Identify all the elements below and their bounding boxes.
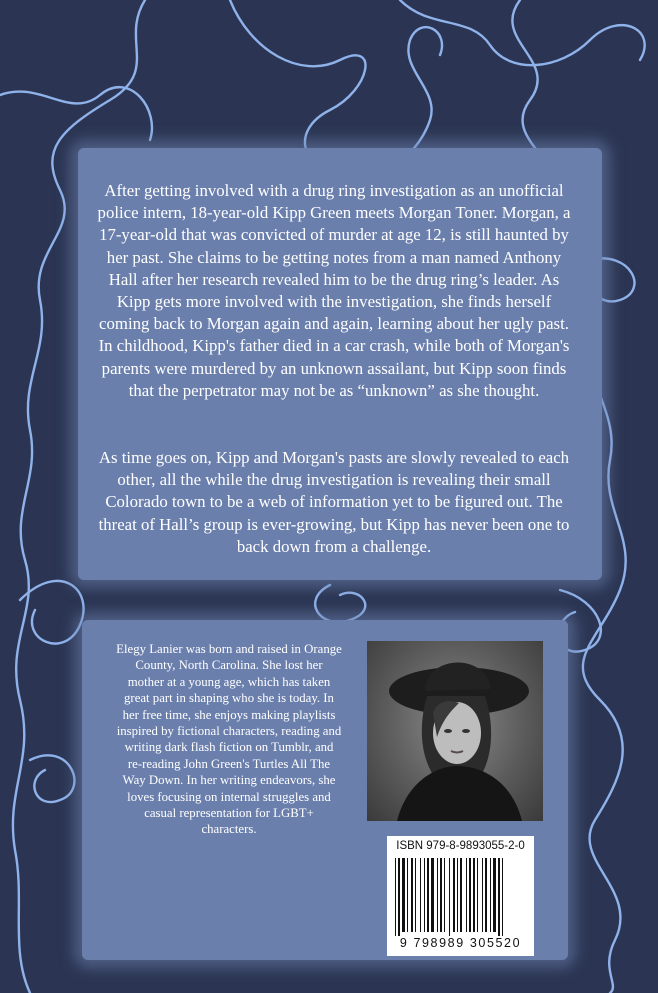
synopsis-paragraph-2: As time goes on, Kipp and Morgan's pasts are slowly revealed to each other, all the while the drug investigation is revealing their small Colorado town to be a web of information yet to be figured out. The threat of Hall’s group is ever-growing, but Kipp has never been one to back down from a challenge. — [98, 448, 570, 556]
barcode-bar — [411, 858, 413, 932]
scribble-top-left — [0, 87, 152, 140]
author-bio: Elegy Lanier was born and raised in Orange County, North Carolina. She lost her mother at a young age, which has taken great part in shaping who she is today. In her free time, she enjoys making playlists inspired by fictional characters, reading and writing dark flash fiction on Tumblr, and re-reading John Green's Turtles All The Way Down. In her writing endeavors, she loves focusing on internal struggles and casual representation for LGBT+ characters. — [116, 642, 342, 837]
barcode-bar — [437, 858, 438, 932]
barcode-bar — [449, 858, 450, 938]
barcode-digits: 9 798989 305520 — [387, 936, 534, 950]
author-photo — [367, 641, 543, 821]
barcode-bar — [466, 858, 467, 932]
barcode-bars — [393, 858, 529, 938]
barcode-bar — [398, 858, 400, 938]
barcode-bar — [477, 858, 478, 932]
barcode-bar — [431, 858, 434, 932]
barcode-bar — [502, 858, 503, 938]
barcode-bar — [415, 858, 416, 932]
barcode-bar — [473, 858, 475, 932]
barcode-bar — [424, 858, 425, 932]
barcode-bar — [482, 858, 483, 932]
isbn-label: ISBN 979-8-9893055-2-0 — [396, 840, 525, 852]
barcode-bar — [395, 858, 396, 938]
barcode-bar — [460, 858, 462, 932]
isbn-barcode — [387, 836, 534, 956]
barcode-bar — [498, 858, 500, 938]
barcode-bar — [490, 858, 491, 932]
synopsis-paragraph-1: After getting involved with a drug ring investigation as an unofficial police intern, 18-year-old Kipp Green meets Morgan Toner. Morgan, a 17-year-old that was convicted of murder at age 12, is still haunted by her past. She claims to be getting notes from a man named Anthony Hall after her research revealed him to be the drug ring’s leader. As Kipp gets more involved with the investigation, she finds herself coming back to Morgan again and again, learning about her ugly past. In childhood, Kipp's father died in a car crash, while both of Morgan's parents were murdered by an unknown assailant, but Kipp soon finds that the perpetrator may not be as “unknown” as she thought. — [97, 181, 571, 400]
barcode-bar — [485, 858, 487, 932]
scribble-left-loop — [20, 581, 84, 802]
barcode-bar — [420, 858, 421, 932]
barcode-bar — [493, 858, 496, 932]
barcode-bar — [444, 858, 445, 932]
barcode-bar — [407, 858, 408, 932]
barcode-bar — [440, 858, 442, 932]
barcode-bar — [402, 858, 405, 932]
barcode-bar — [453, 858, 455, 932]
barcode-bar — [457, 858, 458, 932]
barcode-bar — [469, 858, 471, 932]
barcode-bar — [427, 858, 429, 932]
scribble-bottom-mid — [315, 585, 365, 622]
